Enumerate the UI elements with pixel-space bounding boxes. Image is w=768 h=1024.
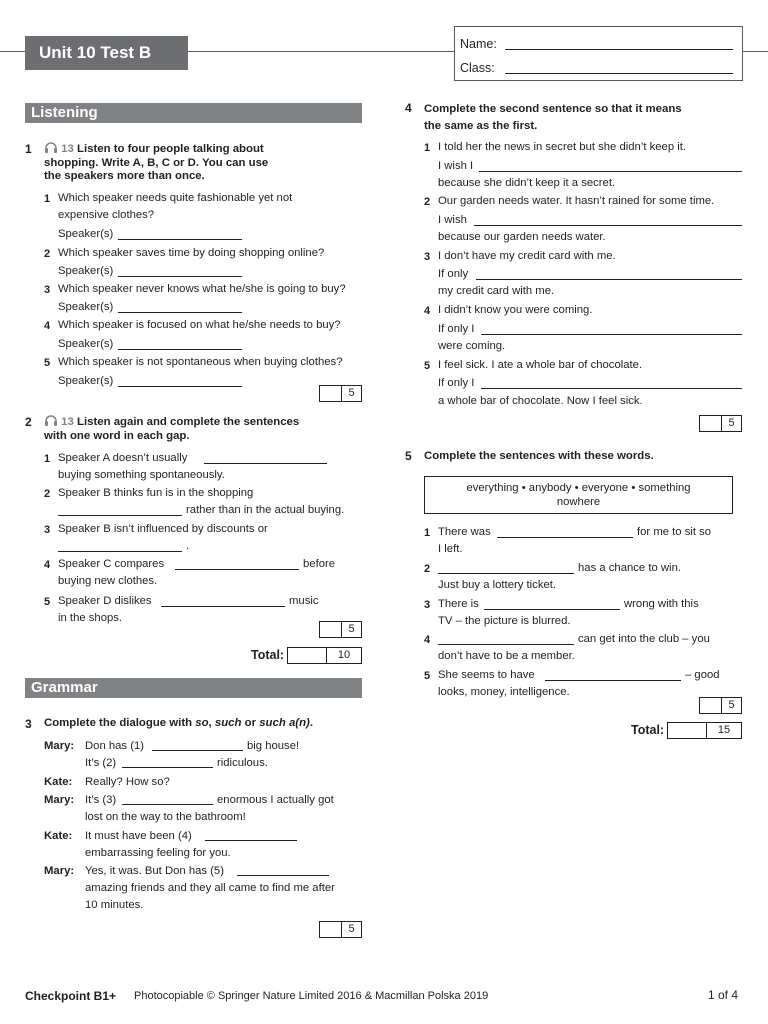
dialogue-text: ridiculous. [217, 757, 268, 769]
answer-blank[interactable] [479, 171, 742, 172]
q4-first-sentence: I feel sick. I ate a whole bar of chocolate. [438, 359, 643, 371]
q4-start: If only [438, 268, 469, 280]
q1-item-text: Which speaker never knows what he/she is going to buy? [58, 283, 346, 295]
q5-item-text: I left. [438, 543, 463, 555]
q4-start: If only I [438, 377, 475, 389]
q1-item-text: Which speaker saves time by doing shopping online? [58, 247, 325, 259]
q4-instruction: Complete the second sentence so that it means the same as the first. [424, 103, 682, 132]
name-class-box [454, 26, 743, 81]
answer-blank[interactable] [205, 840, 297, 841]
question-number: 1 [25, 142, 32, 156]
q4-end: because she didn’t keep it a secret. [438, 177, 616, 189]
item-number: 3 [44, 284, 51, 296]
question-number: 3 [25, 717, 32, 731]
track-number: 13 [61, 143, 74, 155]
dialogue-text: embarrassing feeling for you. [85, 847, 231, 859]
q4-end: were coming. [438, 340, 506, 352]
q4-start: I wish I [438, 160, 474, 172]
score-box[interactable]: 5 [699, 697, 742, 714]
q5-item-text: can get into the club – you [578, 633, 710, 645]
item-number: 2 [44, 488, 51, 500]
question-number: 4 [405, 101, 412, 115]
total-label: Total: [251, 648, 285, 662]
q2-item-text: Speaker C compares [58, 558, 165, 570]
item-number: 1 [424, 142, 431, 154]
q4-end: my credit card with me. [438, 285, 555, 297]
name-label: Name: [460, 37, 497, 51]
page-number: 1 of 4 [708, 988, 739, 1002]
item-number: 4 [44, 559, 51, 571]
speaker-name: Mary: [44, 740, 75, 752]
q5-item-text: wrong with this [624, 598, 699, 610]
q2-instruction: 13 Listen again and complete the sentences with one word in each gap. [44, 416, 300, 442]
q1-item-text: Which speaker is focused on what he/she needs to buy? [58, 319, 341, 331]
q4-first-sentence: Our garden needs water. It hasn’t rained for some time. [438, 195, 715, 207]
answer-blank[interactable] [237, 875, 329, 876]
score-box[interactable]: 5 [319, 621, 362, 638]
section-listening: Listening [25, 103, 362, 123]
item-number: 2 [44, 248, 51, 260]
answer-blank[interactable] [118, 349, 242, 350]
answer-blank[interactable] [438, 644, 574, 645]
q5-item-text: There is [438, 598, 479, 610]
q4-start: I wish [438, 214, 467, 226]
answer-blank[interactable] [118, 239, 242, 240]
answer-blank[interactable] [118, 312, 242, 313]
q5-item-text: has a chance to win. [578, 562, 681, 574]
q5-item-text: looks, money, intelligence. [438, 686, 570, 698]
item-number: 4 [44, 320, 51, 332]
answer-blank[interactable] [118, 276, 242, 277]
answer-blank[interactable] [476, 279, 742, 280]
item-number: 2 [424, 563, 431, 575]
q5-item-text: for me to sit so [637, 526, 712, 538]
q1-item-text: Which speaker needs quite fashionable yet not expensive clothes? [58, 192, 293, 221]
q2-item-text: music [289, 595, 319, 607]
q5-item-text: don’t have to be a member. [438, 650, 575, 662]
q4-first-sentence: I told her the news in secret but she didn’t keep it. [438, 141, 687, 153]
q4-end: because our garden needs water. [438, 231, 606, 243]
speaker-label: Speaker(s) [58, 375, 114, 387]
answer-blank[interactable] [484, 609, 620, 610]
q2-item-text: buying new clothes. [58, 575, 158, 587]
item-number: 3 [44, 524, 51, 536]
answer-blank[interactable] [545, 680, 681, 681]
speaker-name: Kate: [44, 776, 73, 788]
q4-end: a whole bar of chocolate. Now I feel sick. [438, 395, 643, 407]
question-number: 2 [25, 415, 32, 429]
item-number: 5 [424, 360, 431, 372]
item-number: 2 [424, 196, 431, 208]
item-number: 1 [44, 453, 51, 465]
answer-blank[interactable] [152, 750, 243, 751]
answer-blank[interactable] [474, 225, 742, 226]
headphones-icon [44, 142, 58, 152]
dialogue-text: Really? How so? [85, 776, 170, 788]
speaker-label: Speaker(s) [58, 301, 114, 313]
q5-item-text: TV – the picture is blurred. [438, 615, 571, 627]
item-number: 5 [44, 596, 51, 608]
item-number: 4 [424, 634, 431, 646]
footer-brand: Checkpoint B1+ [25, 989, 117, 1003]
dialogue-text: enormous I actually got [217, 794, 334, 806]
speaker-name: Mary: [44, 794, 75, 806]
answer-blank[interactable] [481, 334, 742, 335]
q2-item-text: Speaker A doesn’t usually [58, 452, 188, 464]
item-number: 4 [424, 305, 431, 317]
dialogue-text: lost on the way to the bathroom! [85, 811, 246, 823]
speaker-label: Speaker(s) [58, 338, 114, 350]
dialogue-text: Yes, it was. But Don has (5) [85, 865, 224, 877]
q5-item-text: She seems to have [438, 669, 535, 681]
q2-item-text: in the shops. [58, 612, 123, 624]
class-label: Class: [460, 61, 495, 75]
q2-item-text: Speaker D dislikes [58, 595, 152, 607]
q3-instruction: Complete the dialogue with so, such or such a(n). [44, 717, 314, 729]
q2-item-text: . [186, 540, 190, 552]
q2-item-text: Speaker B thinks fun is in the shopping [58, 487, 254, 499]
answer-blank[interactable] [497, 537, 633, 538]
q2-item-text: rather than in the actual buying. [186, 504, 345, 516]
total-label: Total: [631, 723, 665, 737]
class-field[interactable] [505, 73, 733, 74]
question-number: 5 [405, 449, 412, 463]
speaker-label: Speaker(s) [58, 228, 114, 240]
answer-blank[interactable] [58, 515, 182, 516]
word-bank: everything • anybody • everyone • something nowhere [424, 476, 733, 514]
dialogue-text: big house! [247, 740, 300, 752]
dialogue-text: It must have been (4) [85, 830, 192, 842]
total-score-box[interactable]: 10 [287, 647, 362, 664]
q2-item-text: Speaker B isn’t influenced by discounts or [58, 523, 268, 535]
item-number: 3 [424, 251, 431, 263]
item-number: 1 [44, 193, 51, 205]
score-box[interactable]: 5 [319, 921, 362, 938]
score-box[interactable]: 5 [319, 385, 362, 402]
headphones-icon [44, 415, 58, 425]
name-field[interactable] [505, 49, 733, 50]
q5-item-text: There was [438, 526, 491, 538]
answer-blank[interactable] [118, 386, 242, 387]
page-title: Unit 10 Test B [25, 36, 188, 70]
speaker-name: Mary: [44, 865, 75, 877]
footer-copyright: Photocopiable © Springer Nature Limited 2016 & Macmillan Polska 2019 [134, 990, 489, 1002]
speaker-name: Kate: [44, 830, 73, 842]
dialogue-text: It’s (2) [85, 757, 117, 769]
dialogue-text: Don has (1) [85, 740, 145, 752]
q1-instruction: 13 Listen to four people talking about shopping. Write A, B, C or D. You can use the speakers more than once. [44, 143, 269, 182]
answer-blank[interactable] [481, 388, 742, 389]
answer-blank[interactable] [204, 463, 327, 464]
item-number: 3 [424, 599, 431, 611]
item-number: 5 [44, 357, 51, 369]
answer-blank[interactable] [58, 551, 182, 552]
q4-start: If only I [438, 323, 475, 335]
item-number: 5 [424, 670, 431, 682]
answer-blank[interactable] [122, 767, 213, 768]
dialogue-text: It’s (3) [85, 794, 117, 806]
dialogue-text: amazing friends and they all came to find me after [85, 882, 335, 894]
q5-item-text: – good [685, 669, 720, 681]
q5-instruction: Complete the sentences with these words. [424, 450, 654, 462]
q1-item-text: Which speaker is not spontaneous when buying clothes? [58, 356, 343, 368]
answer-blank[interactable] [438, 573, 574, 574]
answer-blank[interactable] [175, 569, 299, 570]
score-box[interactable]: 5 [699, 415, 742, 432]
q4-first-sentence: I don’t have my credit card with me. [438, 250, 616, 262]
speaker-label: Speaker(s) [58, 265, 114, 277]
section-grammar: Grammar [25, 678, 362, 698]
q2-item-text: buying something spontaneously. [58, 469, 225, 481]
answer-blank[interactable] [122, 804, 213, 805]
dialogue-text: 10 minutes. [85, 899, 144, 911]
q5-item-text: Just buy a lottery ticket. [438, 579, 557, 591]
track-number: 13 [61, 416, 74, 428]
q2-item-text: before [303, 558, 336, 570]
answer-blank[interactable] [161, 606, 285, 607]
q4-first-sentence: I didn’t know you were coming. [438, 304, 593, 316]
total-score-box[interactable]: 15 [667, 722, 742, 739]
item-number: 1 [424, 527, 431, 539]
